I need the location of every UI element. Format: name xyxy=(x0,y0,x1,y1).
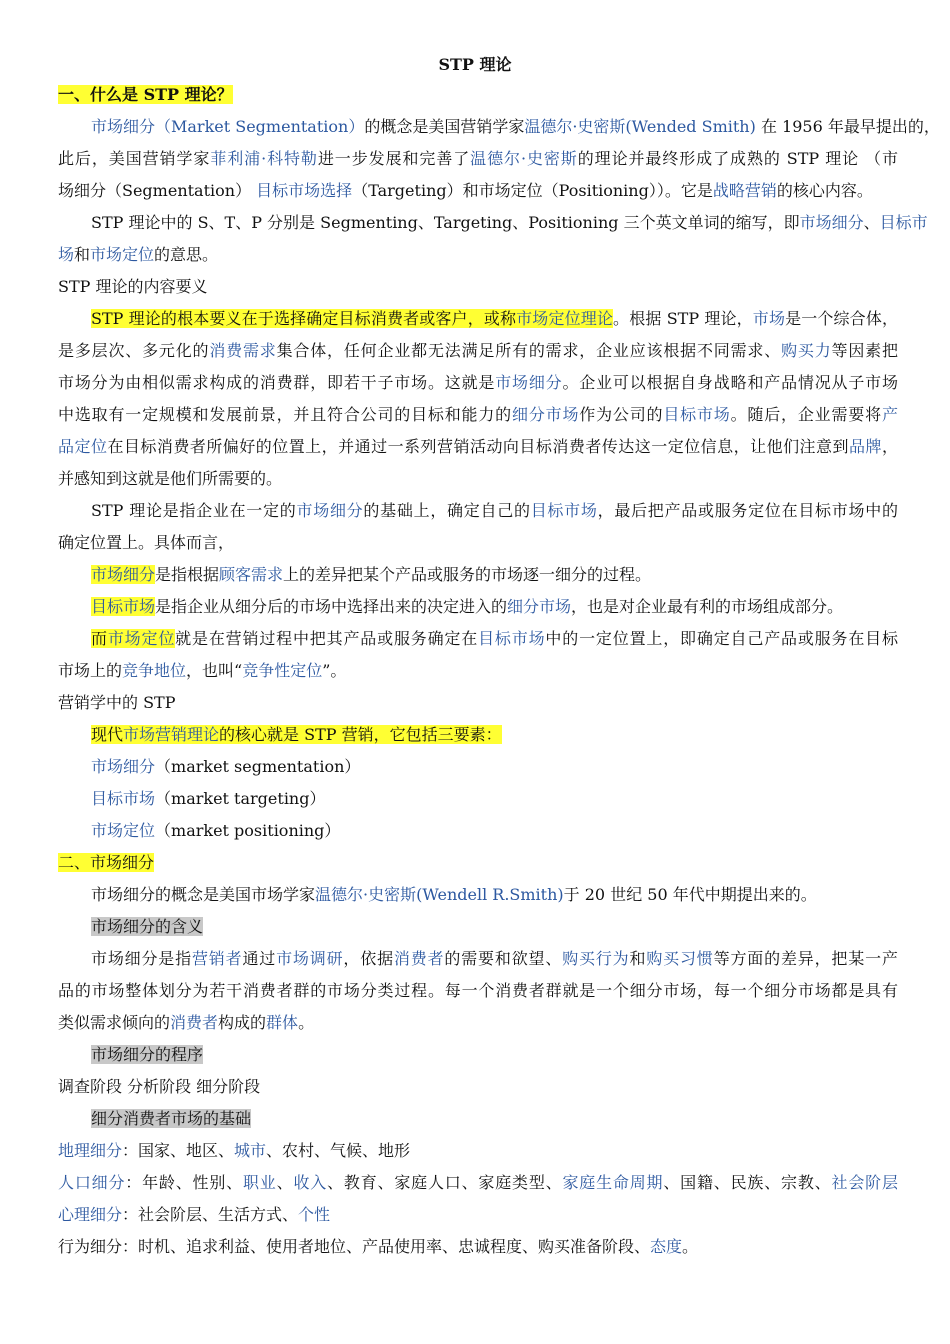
text-run: 是多层次、多元化的 xyxy=(58,341,210,360)
text-run: 。 xyxy=(682,1237,699,1256)
text-run: 中的一定位置上，即确定自己产品或服务在目标 xyxy=(545,629,898,648)
text-run: 。企业可以根据自身战略和产品情况从子市场 xyxy=(562,373,898,392)
paragraph-4-line-2 xyxy=(58,532,898,554)
text-run: 。 xyxy=(298,1013,315,1032)
text-run: 的核心内容。 xyxy=(776,181,873,200)
section-heading-2 xyxy=(58,852,898,874)
text-run: 、 xyxy=(276,1173,294,1192)
term-link[interactable]: 目标市 xyxy=(879,213,928,232)
term-link[interactable]: 消费需求 xyxy=(209,341,277,360)
term-link[interactable]: 市场细分 xyxy=(91,757,156,776)
term-link[interactable]: 市场细分 xyxy=(799,213,864,232)
text-run: STP 理论中的 S、T、P 分别是 Segmenting、Targeting、Positioning 三个英文单词的缩写，即 xyxy=(91,213,800,232)
text-run: STP 理论是指企业在一定的 xyxy=(91,501,297,520)
term-link[interactable]: 消费者 xyxy=(170,1013,219,1032)
paragraph-2-line-2 xyxy=(58,244,898,266)
text-run: 现代 xyxy=(91,725,124,744)
definition-positioning-line-1 xyxy=(91,628,898,650)
demographic-segmentation xyxy=(58,1172,898,1194)
term-link[interactable]: 品牌 xyxy=(848,437,882,456)
text-run: 行为细分：时机、追求利益、使用者地位、产品使用率、忠诚程度、购买准备阶段、 xyxy=(58,1237,651,1256)
term-link[interactable]: 市场细分 xyxy=(495,373,563,392)
element-targeting xyxy=(91,788,898,810)
term-link[interactable]: 市场细分 xyxy=(91,565,156,584)
text-run: 市场上的 xyxy=(58,661,123,680)
text-run: 、 xyxy=(863,213,880,232)
text-run: ：国家、地区、 xyxy=(122,1141,235,1160)
psychographic-segmentation xyxy=(58,1204,898,1226)
term-link[interactable]: 城市 xyxy=(234,1141,267,1160)
text-run: 和 xyxy=(74,245,91,264)
term-link[interactable]: 职业 xyxy=(242,1173,277,1192)
text-run: 在 1956 年最早提出的， xyxy=(755,117,940,136)
text-run: 类似需求倾向的 xyxy=(58,1013,171,1032)
subheading-basis xyxy=(91,1108,898,1130)
subheading-text: 市场细分的程序 xyxy=(91,1045,204,1064)
term-link[interactable]: 目标市场 xyxy=(530,501,598,520)
term-link[interactable]: 市场细分 xyxy=(296,501,364,520)
term-link[interactable]: 市场 xyxy=(752,309,786,328)
text-run: 就是在营销过程中把其产品或服务确定在 xyxy=(175,629,479,648)
text-run: 场细分（Segmentation） xyxy=(58,181,257,200)
text-run: 和 xyxy=(629,949,647,968)
behavioral-segmentation xyxy=(58,1236,898,1258)
term-link[interactable]: 人口细分 xyxy=(58,1173,126,1192)
term-link[interactable]: 顾客需求 xyxy=(219,565,284,584)
subheading-content: STP 理论的内容要义 xyxy=(58,277,208,296)
term-link[interactable]: 品定位 xyxy=(58,437,108,456)
term-link[interactable]: 购买力 xyxy=(781,341,832,360)
text-run: 是指企业从细分后的市场中选择出来的决定进入的 xyxy=(155,597,508,616)
text-run: 等方面的差异，把某一产 xyxy=(713,949,898,968)
term-link[interactable]: 地理细分 xyxy=(58,1141,123,1160)
definition-positioning-line-2 xyxy=(58,660,898,682)
text-run: 上的差异把某个产品或服务的市场逐一细分的过程。 xyxy=(283,565,652,584)
term-link[interactable]: 竞争地位 xyxy=(122,661,187,680)
heading-text: 二、市场细分 xyxy=(58,853,155,872)
text-run: 集合体，任何企业都无法满足所有的需求，企业应该根据不同需求、 xyxy=(276,341,782,360)
text-run: STP 理论的根本要义在于选择确定目标消费者或客户，或称 xyxy=(91,309,517,328)
term-link[interactable]: 心理细分 xyxy=(58,1205,123,1224)
term-link[interactable]: 目标市场 xyxy=(91,597,156,616)
text-run: 此后，美国营销学家 xyxy=(58,149,211,168)
text-run: ”。 xyxy=(322,661,347,680)
term-link[interactable]: 市场定位 xyxy=(91,821,156,840)
paragraph-3-line-6 xyxy=(58,468,898,490)
text-run: 中选取有一定规模和发展前景，并且符合公司的目标和能力的 xyxy=(58,405,512,424)
term-link[interactable]: 目标市场选择 xyxy=(256,181,353,200)
text-run: 的理论并最终形成了成熟的 STP 理论 （市 xyxy=(577,149,898,168)
text-run: 品的市场整体划分为若干消费者群的市场分类过程。每一个消费者群就是一个细分市场，每一个细分市场都是具有 xyxy=(58,981,898,1000)
text-run: 确定位置上。具体而言， xyxy=(58,533,235,552)
text-run: 。根据 STP 理论， xyxy=(613,309,753,328)
text-run: 在目标消费者所偏好的位置上，并通过一系列营销活动向目标消费者传达这一定位信息，让他们注意到 xyxy=(107,437,849,456)
text-run: 通过 xyxy=(242,949,277,968)
term-link[interactable]: 群体 xyxy=(266,1013,299,1032)
term-link[interactable]: 目标市场 xyxy=(478,629,546,648)
term-link[interactable]: 竞争性定位 xyxy=(242,661,323,680)
heading-text: 一、什么是 STP 理论？ xyxy=(58,85,233,104)
paragraph-1-line-2 xyxy=(58,148,898,170)
paragraph-3-line-4 xyxy=(58,404,898,426)
text-run: ， xyxy=(881,437,898,456)
paragraph-3-line-5 xyxy=(58,436,898,458)
term-link[interactable]: 目标市场 xyxy=(91,789,156,808)
term-link[interactable]: 战略营销 xyxy=(712,181,777,200)
term-link[interactable]: 社会阶层 xyxy=(831,1173,898,1192)
term-link[interactable]: 市场调研 xyxy=(276,949,344,968)
term-link[interactable]: 态度 xyxy=(650,1237,683,1256)
procedure-steps: 调查阶段 分析阶段 细分阶段 xyxy=(58,1077,261,1096)
paragraph-5 xyxy=(91,884,898,906)
text-run: ，也是对企业最有利的市场组成部分。 xyxy=(571,597,844,616)
text-run: 的需要和欲望、 xyxy=(444,949,563,968)
term-link[interactable]: 家庭生命周期 xyxy=(562,1173,664,1192)
term-link[interactable]: 市场定位 xyxy=(90,245,155,264)
text-run: 的基础上，确定自己的 xyxy=(363,501,531,520)
term-link[interactable]: 市场营销理论 xyxy=(123,725,220,744)
section-heading-1 xyxy=(58,84,898,106)
text-run: 、农村、气候、地形 xyxy=(266,1141,411,1160)
text-run: （market positioning） xyxy=(155,821,341,840)
paragraph-2-line-1 xyxy=(91,212,928,234)
term-link[interactable]: 个性 xyxy=(298,1205,331,1224)
paragraph-6-line-1 xyxy=(91,948,898,970)
text-run: ，也叫“ xyxy=(186,661,243,680)
document-title: STP 理论 xyxy=(438,55,512,74)
geographic-segmentation xyxy=(58,1140,898,1162)
paragraph-3-line-2 xyxy=(58,340,898,362)
text-run: 并感知到这就是他们所需要的。 xyxy=(58,469,283,488)
text-run: 、国籍、民族、宗教、 xyxy=(663,1173,832,1192)
term-link[interactable]: 目标市场 xyxy=(663,405,731,424)
term-link[interactable]: 细分市场 xyxy=(507,597,572,616)
term-link[interactable]: 消费者 xyxy=(393,949,445,968)
text-run: ，依据 xyxy=(343,949,394,968)
term-link[interactable]: 细分市场 xyxy=(512,405,580,424)
element-segmentation xyxy=(91,756,898,778)
subheading-text: 市场细分的含义 xyxy=(91,917,204,936)
text-run: 等因素把 xyxy=(831,341,898,360)
text-run: 是指根据 xyxy=(155,565,220,584)
text-run: （market segmentation） xyxy=(155,757,361,776)
text-run: 是一个综合体， xyxy=(785,309,898,328)
paragraph-1-line-3 xyxy=(58,180,898,202)
text-run: 的意思。 xyxy=(154,245,219,264)
element-positioning xyxy=(91,820,898,842)
subheading-meaning xyxy=(91,916,898,938)
text-run: （Targeting）和市场定位（Positioning））。它是 xyxy=(352,181,713,200)
text-run: 市场细分是指 xyxy=(91,949,192,968)
term-link[interactable]: 市场定位理论 xyxy=(516,309,614,328)
term-link[interactable]: 营销者 xyxy=(191,949,243,968)
term-link[interactable]: 场 xyxy=(58,245,75,264)
subheading-text: 细分消费者市场的基础 xyxy=(91,1109,252,1128)
term-link[interactable]: 温德尔·史密斯(Wended Smith) xyxy=(524,117,756,136)
paragraph-1-line-1 xyxy=(91,116,940,138)
text-run: ：社会阶层、生活方式、 xyxy=(122,1205,299,1224)
text-run: ，最后把产品或服务定位在目标市场中的 xyxy=(597,501,898,520)
subheading-stp: 营销学中的 STP xyxy=(58,693,176,712)
modern-marketing-line xyxy=(91,724,898,746)
paragraph-6-line-2 xyxy=(58,980,898,1002)
text-run: 于 20 世纪 50 年代中期提出来的。 xyxy=(563,885,817,904)
paragraph-6-line-3 xyxy=(58,1012,898,1034)
text-run: 市场细分的概念是美国市场学家 xyxy=(91,885,316,904)
term-link[interactable]: 温德尔·史密斯 xyxy=(470,149,578,168)
term-link[interactable]: 市场细分（Market Segmentation） xyxy=(91,117,365,136)
text-run: 的核心就是 STP 营销，它包括三要素： xyxy=(219,725,502,744)
paragraph-4-line-1 xyxy=(91,500,898,522)
term-link[interactable]: 购买习惯 xyxy=(646,949,714,968)
paragraph-3-line-3 xyxy=(58,372,898,394)
subheading-procedure xyxy=(91,1044,898,1066)
text-run: ：年龄、性别、 xyxy=(125,1173,243,1192)
text-run: 。随后，企业需要将 xyxy=(730,405,882,424)
paragraph-3-line-1 xyxy=(91,308,898,330)
definition-targeting xyxy=(91,596,898,618)
term-link[interactable]: 产 xyxy=(881,405,898,424)
term-link[interactable]: 菲利浦·科特勒 xyxy=(210,149,318,168)
definition-segmentation xyxy=(91,564,898,586)
text-run: 的概念是美国营销学家 xyxy=(364,117,525,136)
text-run: 构成的 xyxy=(218,1013,267,1032)
text-run: （market targeting） xyxy=(155,789,326,808)
text-run: 而 xyxy=(91,629,108,648)
text-run: 、教育、家庭人口、家庭类型、 xyxy=(327,1173,563,1192)
text-run: 进一步发展和完善了 xyxy=(317,149,471,168)
text-run: 作为公司的 xyxy=(579,405,664,424)
term-link[interactable]: 温德尔·史密斯(Wendell R.Smith) xyxy=(315,885,564,904)
term-link[interactable]: 购买行为 xyxy=(562,949,630,968)
term-link[interactable]: 收入 xyxy=(293,1173,328,1192)
term-link[interactable]: 市场定位 xyxy=(107,629,176,648)
text-run: 市场分为由相似需求构成的消费群，即若干子市场。这就是 xyxy=(58,373,496,392)
